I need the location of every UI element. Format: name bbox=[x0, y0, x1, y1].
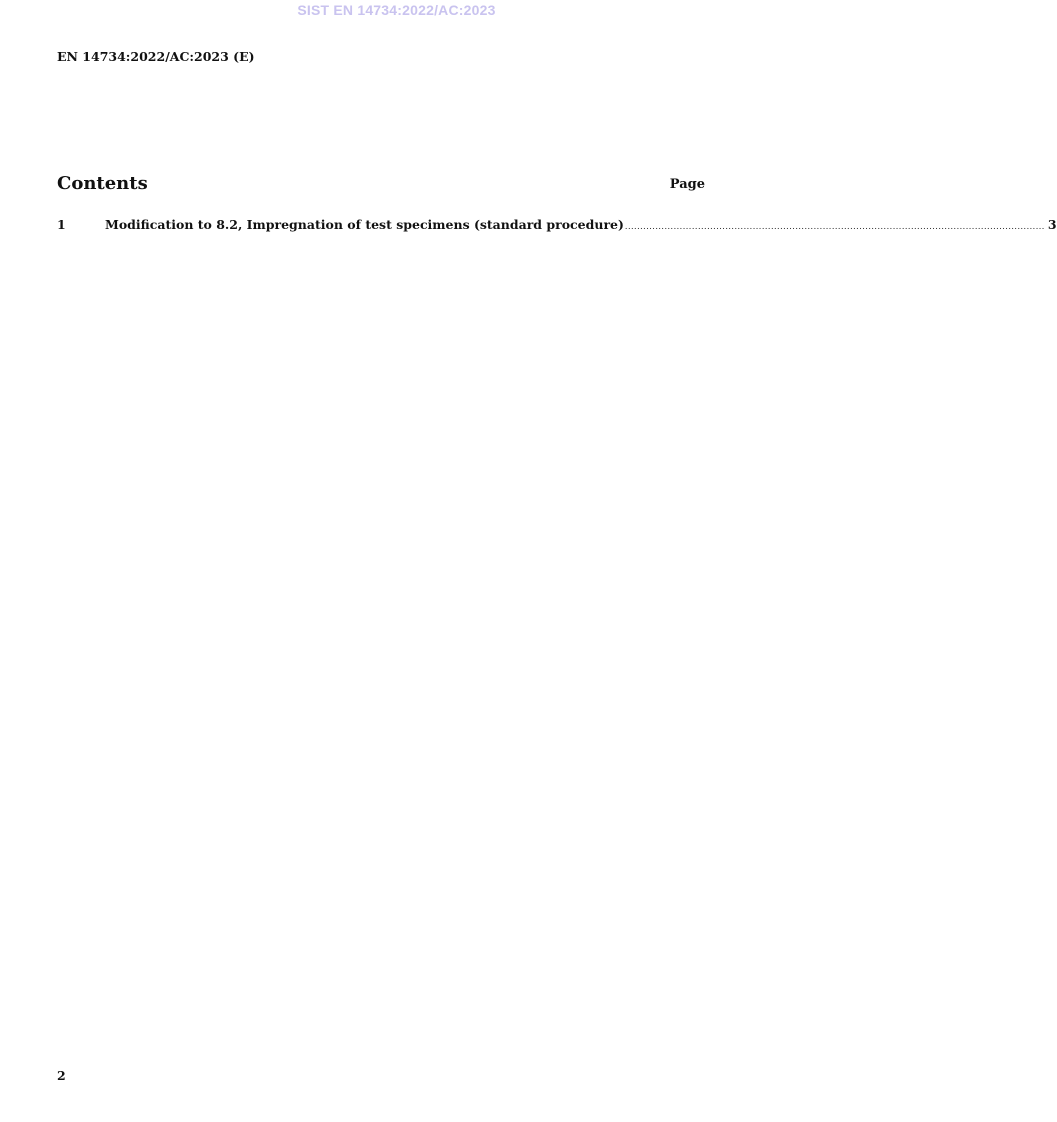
toc-entry-title[interactable]: Modification to 8.2, Impregnation of test specimens (standard procedure) bbox=[105, 217, 624, 232]
page-column-label: Page bbox=[669, 177, 705, 192]
toc-dot-leader: .......................................................................................................................................... bbox=[624, 222, 1045, 231]
document-identifier: EN 14734:2022/AC:2023 (E) bbox=[57, 49, 255, 64]
toc-entry[interactable] bbox=[57, 217, 1057, 232]
watermark: SIST EN 14734:2022/AC:2023 bbox=[297, 2, 496, 18]
toc-entry-number: 1 bbox=[57, 217, 66, 232]
contents-heading: Contents bbox=[57, 173, 148, 194]
page-number: 2 bbox=[57, 1068, 66, 1083]
toc-entry-page[interactable]: 3 bbox=[1047, 217, 1057, 232]
